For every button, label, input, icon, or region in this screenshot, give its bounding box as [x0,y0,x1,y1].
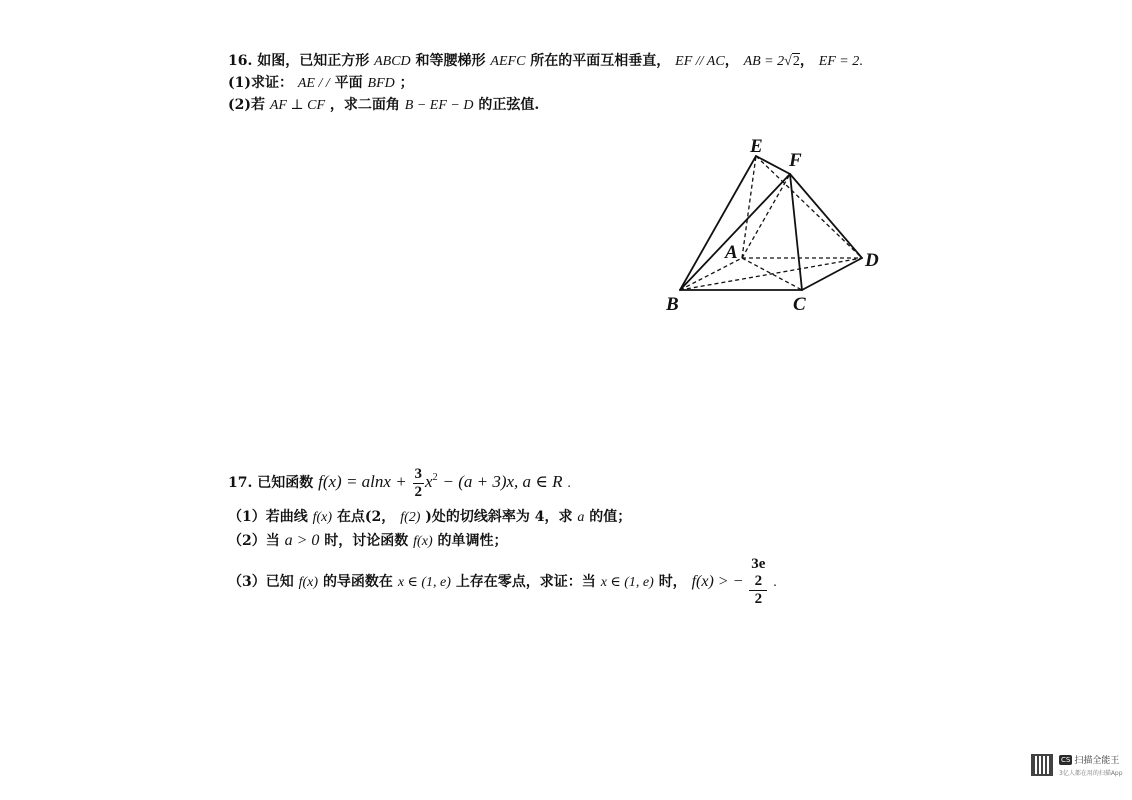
problem-16-number: 16. [228,53,253,69]
problem-17-part-2: （2）当 a > 0 时，讨论函数 f(x) 的单调性； [228,532,508,549]
label-C: C [793,294,806,315]
problem-16-part-1: (1)求证： AE / / 平面 BFD ； [228,75,414,91]
fraction-three-halves: $\frac{3}{2}$ [414,465,423,500]
ab-length: AB = 2√2 [743,54,800,69]
problem-17-part-1: （1）若曲线 f(x) 在点(2， f(2) )处的切线斜率为 4，求 a 的值； [228,509,632,525]
fraction-3e2-over-2: 3e 2 2 [751,556,766,607]
scanner-watermark: CS 扫描全能王 3亿人都在用的扫描App [1027,750,1123,784]
edge-FC [790,174,802,290]
edge-ED [756,156,862,258]
edge-BD [680,258,862,290]
camscanner-logo-icon: CS [1061,756,1071,764]
problem-17-part-3: （3）已知 f(x) 的导函数在 x ∈ (1, e) 上存在零点，求证：当 x ∈ (1, e) 时， f(x) > − 3e 2 2 . [228,556,777,607]
label-B: B [666,294,679,315]
problem-16-statement: 16. 如图，已知正方形 ABCD 和等腰梯形 AEFC 所在的平面互相垂直， EF // AC， AB = 2√2， EF = 2. [228,53,863,69]
problem-17-statement: 17. 已知函数 f(x) = alnx + $\frac{3}{2}$ $x^2 - (a + 3)x$, a ∈ R . [228,465,571,500]
label-E: E [750,136,763,157]
problem-17-number: 17. [228,475,253,491]
edge-EF [756,156,790,174]
edge-FD [790,174,862,258]
label-D: D [865,250,879,271]
problem-16-part-2: (2)若 AF ⊥ CF ，求二面角 B − EF − D 的正弦值. [228,97,540,113]
geometry-figure [660,130,900,320]
label-A: A [725,242,738,263]
edge-AE [742,156,756,258]
qr-code-icon [1031,754,1053,776]
label-F: F [789,150,802,171]
